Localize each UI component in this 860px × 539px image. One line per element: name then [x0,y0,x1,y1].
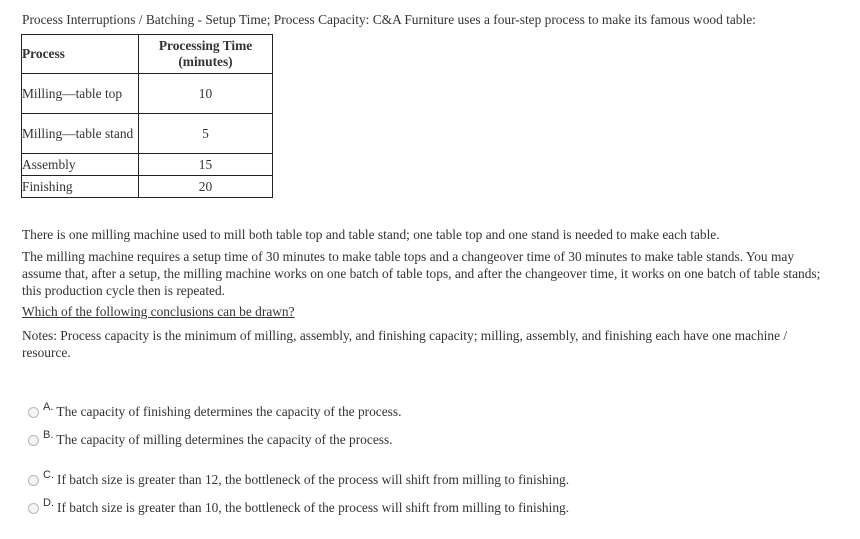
option-text: If batch size is greater than 12, the bottleneck of the process will shift from milling to finishing. [57,472,570,487]
option-b[interactable] [28,431,393,449]
table-row [22,154,273,176]
time-cell: 10 [139,74,273,114]
option-letter: D. [43,497,54,509]
table-header-row [22,35,273,74]
option-c[interactable] [28,471,569,489]
table-row [22,114,273,154]
option-d[interactable] [28,499,569,517]
option-text: If batch size is greater than 10, the bottleneck of the process will shift from milling to finishing. [57,500,570,515]
radio-button-d[interactable] [28,503,39,514]
option-letter: C. [43,469,54,481]
paragraph-setup-time: The milling machine requires a setup time of 30 minutes to make table tops and a changeover time of 30 minutes to make table stands. You may assume that, after a setup, the milling machine works on one batch of table tops, and after the changeover time, it works on one batch of table stands; this production cycle then is repeated. [22,249,821,298]
paragraph-milling-machine: There is one milling machine used to mill both table top and table stand; one table top and one stand is needed to make each table. [22,227,720,242]
table-row [22,74,273,114]
process-table [21,34,273,198]
header-time-line1: Processing Time [158,38,253,53]
radio-button-a[interactable] [28,407,39,418]
time-cell: 15 [139,154,273,176]
process-cell: Milling—table stand [22,114,139,154]
time-cell: 20 [139,176,273,198]
paragraph-notes: Notes: Process capacity is the minimum of milling, assembly, and finishing capacity; milling, assembly, and finishing each have one machine / resource. [22,328,788,360]
header-process: Process [22,35,139,74]
time-cell: 5 [139,114,273,154]
option-letter: B. [43,429,54,441]
question-prompt: Which of the following conclusions can be drawn? [22,304,295,319]
process-cell: Assembly [22,154,139,176]
option-text: The capacity of milling determines the capacity of the process. [56,432,393,447]
table-row [22,176,273,198]
option-text: The capacity of finishing determines the capacity of the process. [56,404,402,419]
process-cell: Finishing [22,176,139,198]
question-title: Process Interruptions / Batching - Setup Time; Process Capacity: C&A Furniture uses a four-step process to make its famous wood table: [22,12,756,27]
radio-button-b[interactable] [28,435,39,446]
option-letter: A. [43,401,54,413]
option-a[interactable] [28,403,401,421]
process-cell: Milling—table top [22,74,139,114]
header-time-line2: (minutes) [178,54,233,69]
header-processing-time [139,35,273,74]
radio-button-c[interactable] [28,475,39,486]
